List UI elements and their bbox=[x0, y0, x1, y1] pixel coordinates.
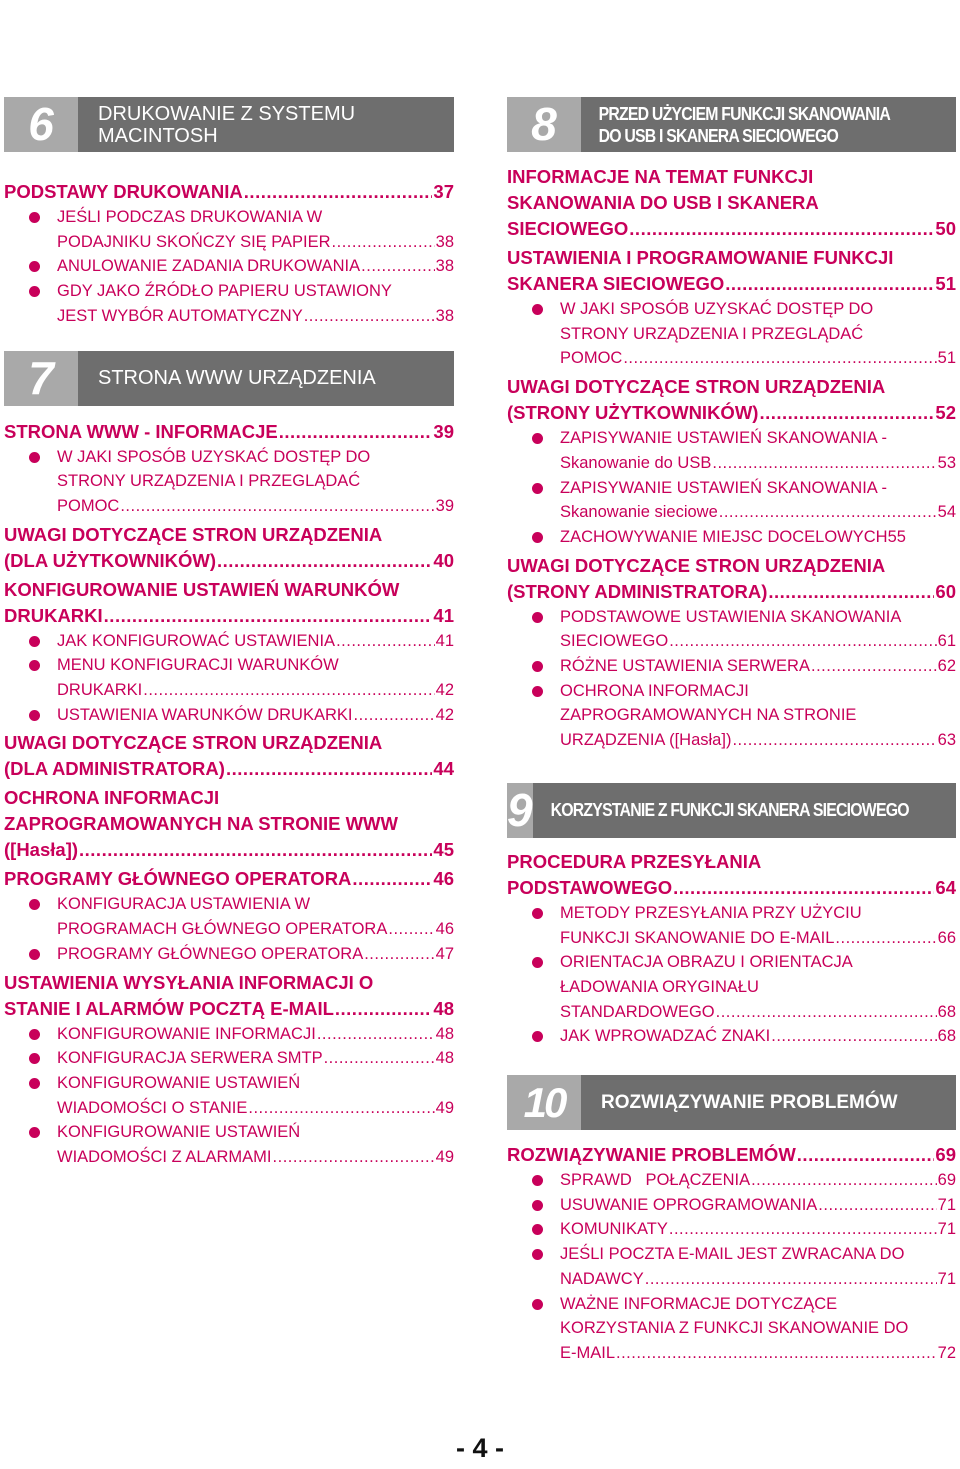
bullet-icon bbox=[29, 286, 40, 297]
toc-item[interactable]: ANULOWANIE ZADANIA DRUKOWANIA ..... 38 bbox=[4, 254, 454, 279]
bullet-icon bbox=[532, 1224, 543, 1235]
toc-section[interactable]: UWAGI DOTYCZĄCE STRON URZĄDZENIA (STRONY UŻYTKOWNIKÓW) ..... 52 bbox=[507, 374, 956, 426]
chapter-number: 7 bbox=[4, 351, 78, 406]
bullet-icon bbox=[29, 212, 40, 223]
bullet-icon bbox=[532, 483, 543, 494]
bullet-icon bbox=[29, 660, 40, 671]
chapter-title: PRZED UŻYCIEM FUNKCJI SKANOWANIA DO USB I SKANERA SIECIOWEGO bbox=[598, 103, 891, 146]
toc-item[interactable]: MENU KONFIGURACJI WARUNKÓW DRUKARKI ..... 42 bbox=[4, 653, 454, 702]
toc-item[interactable]: JEŚLI PODCZAS DRUKOWANIA W PODAJNIKU SKOŃCZY SIĘ PAPIER ..... 38 bbox=[4, 205, 454, 254]
bullet-icon bbox=[532, 908, 543, 919]
toc-item[interactable]: PODSTAWOWE USTAWIENIA SKANOWANIA SIECIOWEGO ..... 61 bbox=[507, 605, 956, 654]
toc-item[interactable]: RÓŻNE USTAWIENIA SERWERA ..... 62 bbox=[507, 654, 956, 679]
toc-item[interactable]: JEŚLI POCZTA E-MAIL JEST ZWRACANA DO NADAWCY ..... 71 bbox=[507, 1242, 956, 1291]
toc-item[interactable]: JAK KONFIGUROWAĆ USTAWIENIA ..... 41 bbox=[4, 629, 454, 654]
toc-section[interactable]: PROGRAMY GŁÓWNEGO OPERATORA ..... 46 bbox=[4, 866, 454, 892]
bullet-icon bbox=[532, 304, 543, 315]
toc-section[interactable]: USTAWIENIA WYSYŁANIA INFORMACJI O STANIE I ALARMÓW POCZTĄ E-MAIL ..... 48 bbox=[4, 970, 454, 1022]
bullet-icon bbox=[532, 686, 543, 697]
toc-section[interactable]: USTAWIENIA I PROGRAMOWANIE FUNKCJI SKANERA SIECIOWEGO ..... 51 bbox=[507, 245, 956, 297]
chapter-number: 8 bbox=[507, 97, 581, 152]
bullet-icon bbox=[29, 899, 40, 910]
bullet-icon bbox=[29, 1029, 40, 1040]
bullet-icon bbox=[532, 1299, 543, 1310]
bullet-icon bbox=[29, 949, 40, 960]
bullet-icon bbox=[29, 710, 40, 721]
chapter-title: STRONA WWW URZĄDZENIA bbox=[98, 367, 376, 390]
toc-item[interactable]: JAK WPROWADZAĆ ZNAKI ..... 68 bbox=[507, 1024, 956, 1049]
toc-item[interactable]: WAŻNE INFORMACJE DOTYCZĄCE KORZYSTANIA Z FUNKCJI SKANOWANIE DO E-MAIL ..... 72 bbox=[507, 1292, 956, 1366]
chapter-title: DRUKOWANIE Z SYSTEMU MACINTOSH bbox=[98, 102, 356, 147]
toc-section[interactable]: PODSTAWY DRUKOWANIA ..... 37 bbox=[4, 179, 454, 205]
toc-section[interactable]: PROCEDURA PRZESYŁANIA PODSTAWOWEGO ..... 64 bbox=[507, 849, 956, 901]
bullet-icon bbox=[532, 532, 543, 543]
bullet-icon bbox=[29, 636, 40, 647]
left-column bbox=[4, 97, 454, 1170]
toc-section[interactable]: STRONA WWW - INFORMACJE ..... 39 bbox=[4, 419, 454, 445]
toc-item[interactable]: KONFIGUROWANIE INFORMACJI ..... 48 bbox=[4, 1022, 454, 1047]
chapter-number: 9 bbox=[507, 783, 533, 836]
bullet-icon bbox=[532, 433, 543, 444]
toc-item[interactable]: ZAPISYWANIE USTAWIEŃ SKANOWANIA - Skanowanie sieciowe ..... 54 bbox=[507, 476, 956, 525]
chapter-9-header bbox=[507, 783, 956, 838]
bullet-icon bbox=[532, 1200, 543, 1211]
chapter-10-header bbox=[507, 1075, 956, 1130]
bullet-icon bbox=[532, 612, 543, 623]
toc-section[interactable]: INFORMACJE NA TEMAT FUNKCJI SKANOWANIA DO USB I SKANERA SIECIOWEGO ..... 50 bbox=[507, 164, 956, 242]
chapter-title: ROZWIĄZYWANIE PROBLEMÓW bbox=[601, 1091, 898, 1113]
chapter-number: 6 bbox=[4, 97, 78, 152]
toc-item[interactable]: W JAKI SPOSÓB UZYSKAĆ DOSTĘP DO STRONY URZĄDZENIA I PRZEGLĄDAĆ POMOC ..... 51 bbox=[507, 297, 956, 371]
toc-item[interactable]: ZACHOWYWANIE MIEJSC DOCELOWYCH 55 bbox=[507, 525, 956, 550]
toc-item[interactable]: OCHRONA INFORMACJI ZAPROGRAMOWANYCH NA STRONIE URZĄDZENIA ([Hasła]) ..... 63 bbox=[507, 679, 956, 753]
page-number: - 4 - bbox=[455, 1433, 504, 1463]
chapter-6-header bbox=[4, 97, 454, 152]
toc-item[interactable]: W JAKI SPOSÓB UZYSKAĆ DOSTĘP DO STRONY URZĄDZENIA I PRZEGLĄDAĆ POMOC ..... 39 bbox=[4, 445, 454, 519]
toc-section[interactable]: UWAGI DOTYCZĄCE STRON URZĄDZENIA (DLA UŻYTKOWNIKÓW) ..... 40 bbox=[4, 522, 454, 574]
toc-item[interactable]: KONFIGURACJA SERWERA SMTP ..... 48 bbox=[4, 1046, 454, 1071]
chapter-title: KORZYSTANIE Z FUNKCJI SKANERA SIECIOWEGO bbox=[550, 800, 909, 821]
bullet-icon bbox=[532, 1031, 543, 1042]
bullet-icon bbox=[29, 1053, 40, 1064]
toc-item[interactable]: KONFIGURACJA USTAWIENIA W PROGRAMACH GŁÓWNEGO OPERATORA ..... 46 bbox=[4, 892, 454, 941]
bullet-icon bbox=[532, 661, 543, 672]
toc-section[interactable]: ROZWIĄZYWANIE PROBLEMÓW ..... 69 bbox=[507, 1142, 956, 1168]
bullet-icon bbox=[532, 1249, 543, 1260]
bullet-icon bbox=[532, 957, 543, 968]
bullet-icon bbox=[29, 1078, 40, 1089]
toc-item[interactable]: KONFIGUROWANIE USTAWIEŃ WIADOMOŚCI Z ALARMAMI ..... 49 bbox=[4, 1120, 454, 1169]
chapter-number: 10 bbox=[507, 1075, 581, 1130]
chapter-7-header bbox=[4, 351, 454, 406]
bullet-icon bbox=[532, 1175, 543, 1186]
toc-item[interactable]: PROGRAMY GŁÓWNEGO OPERATORA ..... 47 bbox=[4, 942, 454, 967]
toc-item[interactable]: USTAWIENIA WARUNKÓW DRUKARKI ..... 42 bbox=[4, 703, 454, 728]
toc-item[interactable]: KOMUNIKATY ..... 71 bbox=[507, 1217, 956, 1242]
toc-item[interactable]: ZAPISYWANIE USTAWIEŃ SKANOWANIA - Skanowanie do USB ..... 53 bbox=[507, 426, 956, 475]
bullet-icon bbox=[29, 261, 40, 272]
toc-section[interactable]: UWAGI DOTYCZĄCE STRON URZĄDZENIA (STRONY ADMINISTRATORA) ..... 60 bbox=[507, 553, 956, 605]
toc-section[interactable]: KONFIGUROWANIE USTAWIEŃ WARUNKÓW DRUKARKI ..... 41 bbox=[4, 577, 454, 629]
toc-section[interactable]: OCHRONA INFORMACJI ZAPROGRAMOWANYCH NA STRONIE WWW ([Hasła]) ..... 45 bbox=[4, 785, 454, 863]
toc-item[interactable]: ORIENTACJA OBRAZU I ORIENTACJA ŁADOWANIA ORYGINAŁU STANDARDOWEGO ..... 68 bbox=[507, 950, 956, 1024]
chapter-8-header bbox=[507, 97, 956, 152]
toc-item[interactable]: KONFIGUROWANIE USTAWIEŃ WIADOMOŚCI O STANIE ..... 49 bbox=[4, 1071, 454, 1120]
toc-section[interactable]: UWAGI DOTYCZĄCE STRON URZĄDZENIA (DLA ADMINISTRATORA) ..... 44 bbox=[4, 730, 454, 782]
toc-item[interactable]: USUWANIE OPROGRAMOWANIA ..... 71 bbox=[507, 1193, 956, 1218]
toc-item[interactable]: SPRAWD POŁĄCZENIA ..... 69 bbox=[507, 1168, 956, 1193]
bullet-icon bbox=[29, 452, 40, 463]
toc-item[interactable]: METODY PRZESYŁANIA PRZY UŻYCIU FUNKCJI SKANOWANIE DO E-MAIL ..... 66 bbox=[507, 901, 956, 950]
toc-item[interactable]: GDY JAKO ŹRÓDŁO PAPIERU USTAWIONY JEST WYBÓR AUTOMATYCZNY ..... 38 bbox=[4, 279, 454, 328]
right-column bbox=[507, 97, 956, 1366]
bullet-icon bbox=[29, 1127, 40, 1138]
